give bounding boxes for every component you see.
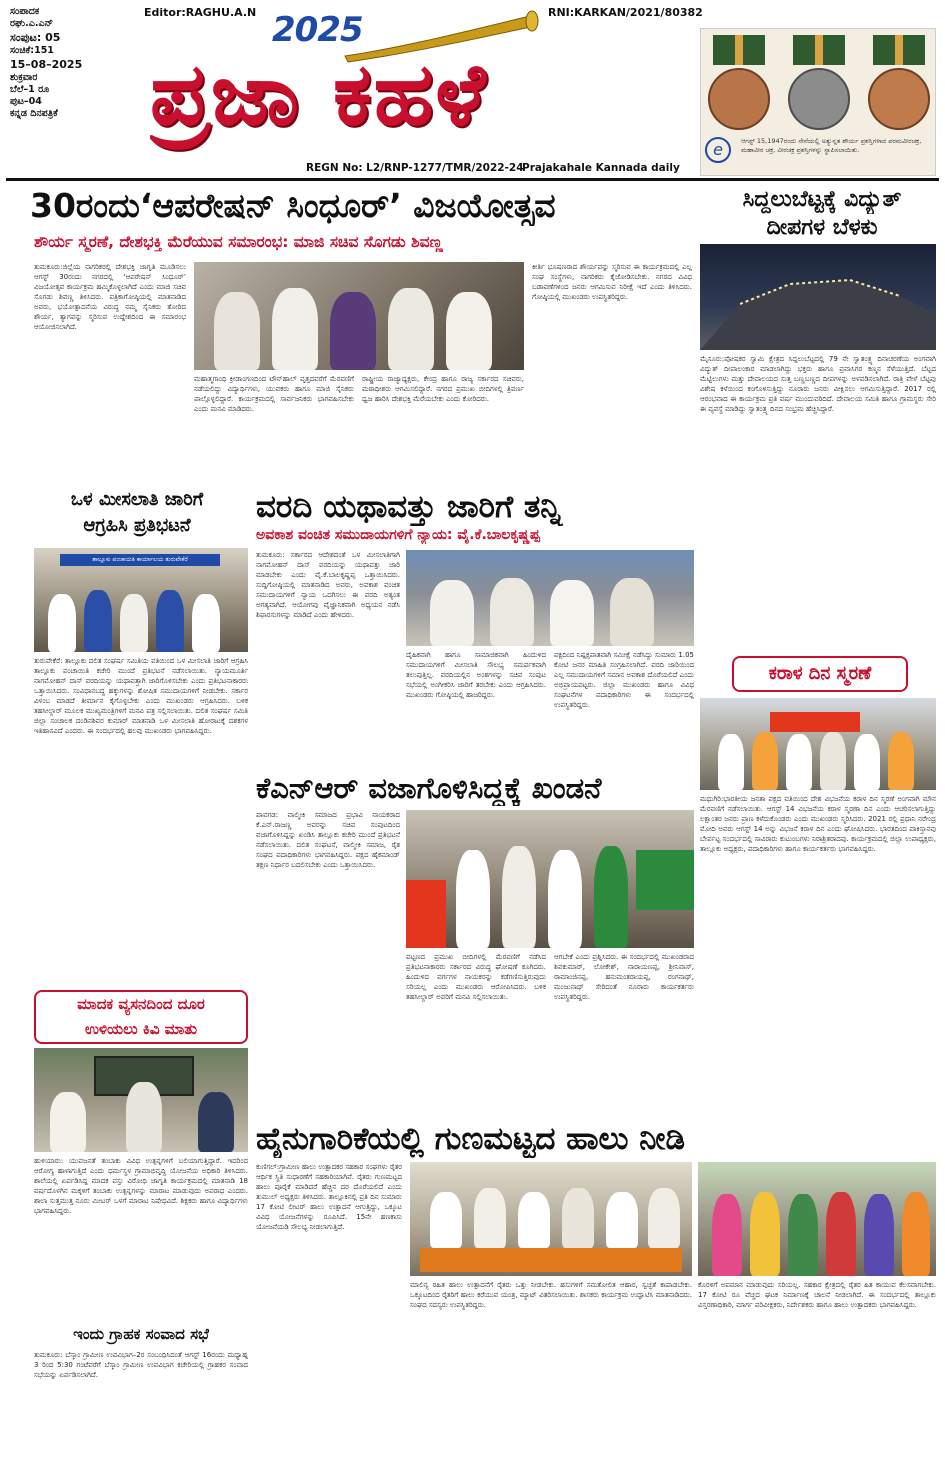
story6-protest-photo [406,810,694,948]
medals-image: e ಆಗಸ್ಟ್ 15,1947ರಂದು ಸೇನೆಯಲ್ಲಿ ಅತ್ಯುನ್ನತ ಶೌರ್ಯ ಪ್ರಶಸ್ತಿಗಳಾದ ಪರಮವೀರಚಕ್ರ, ಮಹಾವೀರ ಚಕ್ರ, ವೀರಚಕ್ರ ಪ್ರಶಸ್ತಿಗಳನ್ನು ಸ್ಥಾಪಿಸಲಾಯಿತು. [700,28,936,176]
story7-text: ಹುಳಿಯಾರು: ಯುವಜನತೆ ತಂಬಾಕು ವಿವಿಧ ಉತ್ಪನ್ನಗಳಿಗೆ ಬಲಿಯಾಗುತ್ತಿದ್ದಾರೆ. ಇದರಿಂದ ಆರೋಗ್ಯ ಹಾಳಾಗುತ್ತಿದೆ ಎಂದು ಧರ್ಮಸ್ಥಳ ಗ್ರಾಮಾಭಿವೃದ್ಧಿ ಯೋಜನೆಯ ಅಧಿಕಾರಿ ತಿಳಿಸಿದರು. ಶಾಲೆಯಲ್ಲಿ ಏರ್ಪಡಿಸಿದ್ದ ಮಾದಕ ವಸ್ತು ವಿರೋಧಿ ಜಾಗೃತಿ ಕಾರ್ಯಕ್ರಮದಲ್ಲಿ ಮಾತನಾಡಿ 18 ವರ್ಷದೊಳಗಿನ ಮಕ್ಕಳಿಗೆ ತಂಬಾಕು ಉತ್ಪನ್ನಗಳನ್ನು ಮಾರಾಟ ಮಾಡುವುದು ಅಪರಾಧ ಎಂದರು. ಶಾಲಾ ಸುತ್ತಮುತ್ತ ನೂರು ಮೀಟರ್ ಒಳಗೆ ಮಾರಾಟ ನಿಷೇಧವಿದೆ. ಶಿಕ್ಷಕರು ಹಾಗೂ ವಿದ್ಯಾರ್ಥಿಗಳು ಭಾಗವಹಿಸಿದ್ದರು. [34,1157,248,1215]
story8-headline: ಇಂದು ಗ್ರಾಹಕ ಸಂವಾದ ಸಭೆ [73,1325,209,1343]
story5-text: ಮಧುಗಿರಿ:ಭಾರತೀಯ ಜನತಾ ಪಕ್ಷದ ವತಿಯಿಂದ ದೇಶ ವಿಭಜನೆಯ ಕರಾಳ ದಿನ ಸ್ಮರಣೆ ಅಂಗವಾಗಿ ಮೌನ ಮೆರವಣಿಗೆ ನಡೆಸಲಾಯಿತು. ಆಗಸ್ಟ್ 14 ವಿಭಜನೆಯ ಕರಾಳ ಸ್ಮರಣಾ ದಿನ ಎಂದು ಆಚರಿಸಲಾಗುತ್ತಿದ್ದು ಲಕ್ಷಾಂತರ ಜನರು ಪ್ರಾಣ ಕಳೆದುಕೊಂಡರು ಎಂದು ಮುಖಂಡರು ಸ್ಮರಿಸಿದರು. 2021 ರಲ್ಲಿ ಪ್ರಧಾನಿ ನರೇಂದ್ರ ಮೋದಿ ಅವರು ಆಗಸ್ಟ್ 14 ಅನ್ನು ವಿಭಜನೆ ಕರಾಳ ದಿನ ಎಂದು ಘೋಷಿಸಿದರು. ಭಾರತದಿಂದ ಪಾಕಿಸ್ತಾನವು ಬೇರ್ಪಟ್ಟ ಸಂದರ್ಭದಲ್ಲಿ ಸಾವಿರಾರು ಕುಟುಂಬಗಳು ನಿರಾಶ್ರಿತರಾದವು. ಕಾರ್ಯಕ್ರಮದಲ್ಲಿ ಜಿಲ್ಲಾ ಉಪಾಧ್ಯಕ್ಷರು, ತಾಲ್ಲೂಕು ಅಧ್ಯಕ್ಷರು, ಪದಾಧಿಕಾರಿಗಳು ಹಾಗೂ ಕಾರ್ಯಕರ್ತರು ಭಾಗವಹಿಸಿದ್ದರು. [700,795,936,853]
story9-column-1: ಕುಣಿಗಲ್:ಗ್ರಾಮೀಣ ಹಾಲು ಉತ್ಪಾದಕರ ಸಹಕಾರ ಸಂಘಗಳು ರೈತರ ಆರ್ಥಿಕ ಸ್ಥಿತಿ ಸುಧಾರಣೆಗೆ ಸಹಕಾರಿಯಾಗಿವೆ. ರೈತರು ಗುಣಮಟ್ಟದ ಹಾಲು ಪೂರೈಕೆ ಮಾಡಿದರೆ ಹೆಚ್ಚಿನ ದರ ದೊರೆಯಲಿದೆ ಎಂದು ತುಮುಲ್ ಅಧ್ಯಕ್ಷರು ತಿಳಿಸಿದರು. ತಾಲ್ಲೂಕಿನಲ್ಲಿ ಪ್ರತಿ ದಿನ ಸುಮಾರು 17 ಕೋಟಿ ಲೀಟರ್ ಹಾಲು ಉತ್ಪಾದನೆ ಆಗುತ್ತಿದ್ದು, ಒಕ್ಕೂಟ ವಿವಿಧ ಯೋಜನೆಗಳನ್ನು ರೂಪಿಸಿದೆ. 15ನೇ ಹಣಕಾಸು ಯೋಜನೆಯಡಿ ಸೌಲಭ್ಯ ನೀಡಲಾಗುತ್ತಿದೆ. [256,1163,402,1231]
info-day: ಶುಕ್ರವಾರ [10,72,38,83]
story9-women-photo [698,1162,936,1276]
story2-hill-photo [700,244,936,350]
story6-headline: ಕೆಎನ್‌ಆರ್ ವಜಾಗೊಳಿಸಿದ್ದಕ್ಕೆ ಖಂಡನೆ [256,771,602,805]
office-signboard: ತಾಲ್ಲೂಕು ಪಂಚಾಯತಿ ಕಾರ್ಯಾಲಯ ತುರುವೇಕೆರೆ [60,554,220,566]
medals-illustration-icon [701,29,937,139]
story3-headline-line-1: ಒಳ ಮೀಸಲಾತಿ ಜಾರಿಗೆ [70,489,204,510]
story4-headline: ವರದಿ ಯಥಾವತ್ತು ಜಾರಿಗೆ ತನ್ನಿ [256,489,562,525]
info-date: 15–08–2025 [10,58,83,71]
story7-headline [34,990,248,1044]
tagline: Prajakahale Kannada daily [522,162,680,174]
rni-number: RNI:KARKAN/2021/80382 [548,6,703,19]
story9-column-2: ಮಾಲಿನ್ಯ ರಹಿತ ಹಾಲು ಉತ್ಪಾದನೆಗೆ ರೈತರು ಒತ್ತು ನೀಡಬೇಕು. ಹಸುಗಳಿಗೆ ಸಮತೋಲಿತ ಆಹಾರ, ಸ್ವಚ್ಛತೆ ಕಾಪಾಡಬೇಕು. ಒಕ್ಕೂಟದಿಂದ ರೈತರಿಗೆ ಹಾಲು ಕರೆಯುವ ಯಂತ್ರ, ಮ್ಯಾಟ್ ವಿತರಿಸಲಾಯಿತು. ಶಾಸಕರು ಕಾರ್ಯಕ್ರಮ ಉದ್ಘಾಟಿಸಿ ಮಾತನಾಡಿದರು. ಸಂಘದ ಸದಸ್ಯರು ಉಪಸ್ಥಿತರಿದ್ದರು. [410,1281,692,1309]
story6-column-1: ಪಾವಗಡ: ವಾಲ್ಮೀಕಿ ಸಮಾಜದ ಪ್ರಭಾವಿ ನಾಯಕರಾದ ಕೆ.ಎನ್.ರಾಜಣ್ಣ ಅವರನ್ನು ಸಚಿವ ಸಂಪುಟದಿಂದ ವಜಾಗೊಳಿಸಿದ್ದನ್ನು ಖಂಡಿಸಿ ತಾಲ್ಲೂಕು ಕಚೇರಿ ಮುಂದೆ ಪ್ರತಿಭಟನೆ ನಡೆಸಲಾಯಿತು. ದಲಿತ ಸಂಘಟನೆ, ವಾಲ್ಮೀಕಿ ಸಮಾಜ, ರೈತ ಸಂಘದ ಪದಾಧಿಕಾರಿಗಳು ಭಾಗವಹಿಸಿದ್ದರು. ಪಕ್ಷದ ಹೈಕಮಾಂಡ್ ತಕ್ಷಣ ನಿರ್ಧಾರ ಬದಲಿಸಬೇಕು ಎಂದು ಒತ್ತಾಯಿಸಿದರು. [256,811,400,869]
story5-rally-photo [700,698,936,790]
story2-text: ಮೈಸೂರು:ಪೋಷಕರ ಸ್ವಾಮಿ ಕ್ಷೇತ್ರದ ಸಿದ್ದಲುಬೆಟ್ಟದಲ್ಲಿ 79 ನೇ ಸ್ವಾತಂತ್ರ್ಯ ದಿನಾಚರಣೆಯ ಅಂಗವಾಗಿ ವಿದ್ಯುತ್ ದೀಪಾಲಂಕಾರ ಮಾಡಲಾಗಿದ್ದು ಭಕ್ತರು ಹಾಗೂ ಪ್ರವಾಸಿಗರ ಕಣ್ಮನ ಸೆಳೆಯುತ್ತಿದೆ. ಬೆಟ್ಟದ ಮೆಟ್ಟಿಲುಗಳು ಮತ್ತು ದೇವಾಲಯದ ಸುತ್ತ ಬಣ್ಣಬಣ್ಣದ ದೀಪಗಳನ್ನು ಅಳವಡಿಸಲಾಗಿದೆ. ರಾತ್ರಿ ವೇಳೆ ಬೆಟ್ಟವು ವಿಶೇಷ ಕಳೆಯಿಂದ ಕಂಗೊಳಿಸುತ್ತಿದ್ದು ನೂರಾರು ಜನರು ವೀಕ್ಷಿಸಲು ಆಗಮಿಸುತ್ತಿದ್ದಾರೆ. 2017 ರಲ್ಲಿ ಆರಂಭವಾದ ಈ ಕಾರ್ಯಕ್ರಮ ಪ್ರತಿ ವರ್ಷ ಮುಂದುವರಿದಿದೆ. ದೇವಾಲಯ ಸಮಿತಿ ಹಾಗೂ ಗ್ರಾಮಸ್ಥರು ಸೇರಿ ಈ ವ್ಯವಸ್ಥೆ ಮಾಡಿದ್ದು ಸ್ವಾತಂತ್ರ್ಯ ದಿನದ ಸಂಭ್ರಮ ಹೆಚ್ಚಿಸಿದ್ದಾರೆ. [700,355,936,413]
story3-headline-line-2: ಆಗ್ರಹಿಸಿ ಪ್ರತಿಭಟನೆ [83,515,191,536]
story9-event-photo [410,1162,692,1276]
story9-headline: ಹೈನುಗಾರಿಕೆಯಲ್ಲಿ ಗುಣಮಟ್ಟದ ಹಾಲು ನೀಡಿ [256,1121,685,1157]
story1-subhead: ಶೌರ್ಯ ಸ್ಮರಣೆ, ದೇಶಭಕ್ತಿ ಮೆರೆಯುವ ಸಮಾರಂಭ: ಮಾಜಿ ಸಚಿವ ಸೊಗಡು ಶಿವಣ್ಣ [34,233,443,251]
story1-photo [194,262,524,370]
story2-headline-line-2: ದೀಪಗಳ ಬೆಳಕು [766,215,878,240]
illuminated-hill-icon [700,244,936,350]
story3-text: ತುರುವೇಕೆರೆ: ತಾಲ್ಲೂಕು ದಲಿತ ಸಂಘರ್ಷ ಸಮಿತಿಯ ವತಿಯಿಂದ ಒಳ ಮೀಸಲಾತಿ ಜಾರಿಗೆ ಆಗ್ರಹಿಸಿ ತಾಲ್ಲೂಕು ಪಂಚಾಯಿತಿ ಕಚೇರಿ ಮುಂದೆ ಪ್ರತಿಭಟನೆ ನಡೆಸಲಾಯಿತು. ನ್ಯಾಯಮೂರ್ತಿ ನಾಗಮೋಹನ್ ದಾಸ್ ವರದಿಯನ್ನು ಯಥಾವತ್ತಾಗಿ ಜಾರಿಗೊಳಿಸಬೇಕು ಎಂದು ಪ್ರತಿಭಟನಾಕಾರರು ಒತ್ತಾಯಿಸಿದರು. ಸಂವಿಧಾನಬದ್ಧ ಹಕ್ಕುಗಳನ್ನು ಶೋಷಿತ ಸಮುದಾಯಗಳಿಗೆ ನೀಡಬೇಕು. ಸರ್ಕಾರ ವಿಳಂಬ ಮಾಡದೆ ತೀರ್ಮಾನ ಕೈಗೊಳ್ಳಬೇಕು ಎಂದು ಮುಖಂಡರು ಆಗ್ರಹಿಸಿದರು. ಬಳಿಕ ತಹಸೀಲ್ದಾರ್ ಮೂಲಕ ಮುಖ್ಯಮಂತ್ರಿಗಳಿಗೆ ಮನವಿ ಪತ್ರ ಸಲ್ಲಿಸಲಾಯಿತು. ದಲಿತ ಸಂಘರ್ಷ ಸಮಿತಿ ಜಿಲ್ಲಾ ಸಂಚಾಲಕ ದಂಡಿನಶಿವರ ಕುಮಾರ್ ಮಾತನಾಡಿ ಒಳ ಮೀಸಲಾತಿ ಹೋರಾಟಕ್ಕೆ ದಶಕಗಳ ಇತಿಹಾಸವಿದೆ ಎಂದರು. ಈ ಸಂದರ್ಭದಲ್ಲಿ ಹಲವು ಮುಖಂಡರು ಭಾಗವಹಿಸಿದ್ದರು. [34,657,248,735]
info-volume: ಸಂಪುಟ: 05 [10,31,61,44]
story1-column-2: ಮಹಾತ್ಮಗಾಂಧಿ ಕ್ರೀಡಾಂಗಣದಿಂದ ಟೌನ್‌ಹಾಲ್ ವೃತ್ತದವರೆಗೆ ಮೆರವಣಿಗೆ ನಡೆಯಲಿದ್ದು ವಿದ್ಯಾರ್ಥಿಗಳು, ಯುವಕರು ಹಾಗೂ ಮಾಜಿ ಸೈನಿಕರು ಪಾಲ್ಗೊಳ್ಳಲಿದ್ದಾರೆ. ಕಾರ್ಯಕ್ರಮದಲ್ಲಿ ಸಾರ್ವಜನಿಕರು ಭಾಗವಹಿಸಬೇಕು ಎಂದು ಮನವಿ ಮಾಡಿದರು. [194,375,354,413]
story7-headline-line-1: ಮಾದಕ ವ್ಯಸನದಿಂದ ದೂರ [77,995,205,1013]
story7-awareness-photo [34,1048,248,1152]
story3-protest-photo [34,548,248,652]
story4-column-1: ತುಮಕೂರು: ಸರ್ಕಾರದ ಆದೇಶದಂತೆ ಒಳ ಮೀಸಲಾತಿಗಾಗಿ ನಾಗಮೋಹನ್ ದಾಸ್ ವರದಿಯನ್ನು ಯಥಾವತ್ತು ಜಾರಿ ಮಾಡಬೇಕು ಎಂದು ವೈ.ಕೆ.ಬಾಲಕೃಷ್ಣಪ್ಪ ಒತ್ತಾಯಿಸಿದರು. ಸುದ್ದಿಗೋಷ್ಠಿಯಲ್ಲಿ ಮಾತನಾಡಿದ ಅವರು, ಅವಕಾಶ ವಂಚಿತ ಸಮುದಾಯಗಳಿಗೆ ನ್ಯಾಯ ಒದಗಿಸಲು ಈ ವರದಿ ಅತ್ಯಂತ ಅಗತ್ಯವಾಗಿದೆ. ಆಯೋಗವು ವೈಜ್ಞಾನಿಕವಾಗಿ ಅಧ್ಯಯನ ನಡೆಸಿ ಶಿಫಾರಸುಗಳನ್ನು ಮಾಡಿದೆ ಎಂದು ಹೇಳಿದರು. [256,551,400,619]
story7-headline-line-2: ಉಳಿಯಲು ಕಿವಿ ಮಾತು [84,1020,198,1038]
story6-column-2: ಪಟ್ಟಣದ ಪ್ರಮುಖ ಬೀದಿಗಳಲ್ಲಿ ಮೆರವಣಿಗೆ ನಡೆಸಿದ ಪ್ರತಿಭಟನಾಕಾರರು ಸರ್ಕಾರದ ವಿರುದ್ಧ ಘೋಷಣೆ ಕೂಗಿದರು. ಹಿಂದುಳಿದ ವರ್ಗಗಳ ನಾಯಕರನ್ನು ಕಡೆಗಣಿಸುತ್ತಿರುವುದು ಸರಿಯಲ್ಲ ಎಂದು ಮುಖಂಡರು ಆರೋಪಿಸಿದರು. ಬಳಿಕ ತಹಸೀಲ್ದಾರ್ ಅವರಿಗೆ ಮನವಿ ಸಲ್ಲಿಸಲಾಯಿತು. [406,953,546,1001]
story8-text: ತುಮಕೂರು: ಬೆಸ್ಕಾಂ ಗ್ರಾಮೀಣ ಉಪವಿಭಾಗ–2ರ ಸಂಬಂಧಿಸಿದಂತೆ ಆಗಸ್ಟ್ 16ರಂದು ಮಧ್ಯಾಹ್ನ 3 ರಿಂದ 5:30 ಗಂಟೆವರೆಗೆ ಬೆಸ್ಕಾಂ ಗ್ರಾಮೀಣ ಉಪವಿಭಾಗ ಕಚೇರಿಯಲ್ಲಿ ಗ್ರಾಹಕರ ಸಂವಾದ ಸಭೆಯನ್ನು ಏರ್ಪಡಿಸಲಾಗಿದೆ. [34,1351,248,1379]
year-badge: 2025 [272,10,363,50]
story4-column-2: ದೈಹಿಕವಾಗಿ ಹಾಗೂ ಸಾಮಾಜಿಕವಾಗಿ ಹಿಂದುಳಿದ ಸಮುದಾಯಗಳಿಗೆ ಮೀಸಲಾತಿ ಸೌಲಭ್ಯ ಸಮರ್ಪಕವಾಗಿ ತಲುಪುತ್ತಿಲ್ಲ. ವರದಿಯಲ್ಲಿನ ಅಂಶಗಳನ್ನು ಸಚಿವ ಸಂಪುಟ ಸಭೆಯಲ್ಲಿ ಅಂಗೀಕರಿಸಿ ಜಾರಿಗೆ ತರಬೇಕು ಎಂದು ಆಗ್ರಹಿಸಿದರು. ಮುಖಂಡರು ಗೋಷ್ಠಿಯಲ್ಲಿ ಹಾಜರಿದ್ದರು. [406,651,546,699]
story1-column-1: ತುಮಕೂರು:ಜಿಲ್ಲೆಯ ನಾಗರಿಕರಲ್ಲಿ ದೇಶಭಕ್ತಿ ಜಾಗೃತಿ ಮೂಡಿಸಲು ಆಗಸ್ಟ್ 30ರಂದು ನಗರದಲ್ಲಿ ‘ಆಪರೇಷನ್ ಸಿಂಧೂರ್’ ವಿಜಯೋತ್ಸವ ಕಾರ್ಯಕ್ರಮ ಹಮ್ಮಿಕೊಳ್ಳಲಾಗಿದೆ ಎಂದು ಮಾಜಿ ಸಚಿವ ಸೊಗಡು ಶಿವಣ್ಣ ತಿಳಿಸಿದರು. ಪತ್ರಿಕಾಗೋಷ್ಠಿಯಲ್ಲಿ ಮಾತನಾಡಿದ ಅವರು, ಭಯೋತ್ಪಾದನೆಯ ವಿರುದ್ಧ ನಮ್ಮ ಸೈನಿಕರು ತೋರಿದ ಶೌರ್ಯ, ತ್ಯಾಗವನ್ನು ಸ್ಮರಿಸುವ ಉದ್ದೇಶದಿಂದ ಈ ಸಮಾರಂಭ ಆಯೋಜಿಸಲಾಗಿದೆ. [34,263,186,331]
info-editor-name: ರಘು.ಎ.ಎನ್ [10,18,53,29]
story9-column-3: ಕೊರಳಿಗೆ ಅಪಮಾನ ಮಾಡುವುದು ಸರಿಯಲ್ಲ. ಸಹಕಾರ ಕ್ಷೇತ್ರದಲ್ಲಿ ರೈತರ ಹಿತ ಕಾಯುವ ಕೆಲಸವಾಗಬೇಕು. 17 ಕೋಟಿ ರೂ ವೆಚ್ಚದ ಘಟಕ ನಿರ್ಮಾಣಕ್ಕೆ ಚಾಲನೆ ನೀಡಲಾಗಿದೆ. ಈ ಸಂದರ್ಭದಲ್ಲಿ ತಾಲ್ಲೂಕು ವಿಸ್ತರಣಾಧಿಕಾರಿ, ಮಾರ್ಗ ಪರಿವೀಕ್ಷಕರು, ನಿರ್ದೇಶಕರು ಹಾಗೂ ಹಾಲು ಉತ್ಪಾದಕರು ಭಾಗವಹಿಸಿದ್ದರು. [698,1281,936,1309]
story5-headline: ಕರಾಳ ದಿನ ಸ್ಮರಣೆ [732,656,908,692]
info-daily: ಕನ್ನಡ ದಿನಪತ್ರಿಕೆ [10,108,58,119]
regn-number: REGN No: L2/RNP-1277/TMR/2022-24 [306,162,524,174]
newspaper-title: ಪ್ರಜಾ ಕಹಳೆ [150,45,488,145]
editor-line: Editor:RAGHU.A.N [144,6,257,19]
story1-headline: 30ರಂದು‘ಆಪರೇಷನ್ ಸಿಂಧೂರ್’ ವಿಜಯೋತ್ಸವ [30,186,556,225]
info-price: ಬೆಲೆ–1 ರೂ [10,84,50,95]
masthead-info-column [10,6,130,120]
info-issue: ಸಂಚಿಕೆ:151 [10,45,54,56]
story2-headline-line-1: ಸಿದ್ದಲುಬೆಟ್ಟಕ್ಕೆ ವಿದ್ಯುತ್ [742,187,902,212]
medal-caption: ಆಗಸ್ಟ್ 15,1947ರಂದು ಸೇನೆಯಲ್ಲಿ ಅತ್ಯುನ್ನತ ಶೌರ್ಯ ಪ್ರಶಸ್ತಿಗಳಾದ ಪರಮವೀರಚಕ್ರ, ಮಹಾವೀರ ಚಕ್ರ, ವೀರಚಕ್ರ ಪ್ರಶಸ್ತಿಗಳನ್ನು ಸ್ಥಾಪಿಸಲಾಯಿತು. [741,137,922,154]
story1-column-4: ಕೀರ್ತಿ ಭೂಷಣರಾದ ಶೌರ್ಯವನ್ನು ಸ್ಮರಿಸುವ ಈ ಕಾರ್ಯಕ್ರಮದಲ್ಲಿ ಎಲ್ಲ ಸಂಘ ಸಂಸ್ಥೆಗಳು, ನಾಗರಿಕರು ಕೈಜೋಡಿಸಬೇಕು. ನಗರದ ವಿವಿಧ ಬಡಾವಣೆಗಳಿಂದ ಜನರು ಆಗಮಿಸುವ ನಿರೀಕ್ಷೆ ಇದೆ ಎಂದು ತಿಳಿಸಿದರು. ಗೋಷ್ಠಿಯಲ್ಲಿ ಮುಖಂಡರು ಉಪಸ್ಥಿತರಿದ್ದರು. [532,263,692,301]
story4-press-meet-photo [406,550,694,646]
story3-headline [22,487,252,545]
info-editor-label: ಸಂಪಾದಕ [10,6,40,17]
story6-column-3: ಆಗಬೇಕೆ ಎಂದು ಪ್ರಶ್ನಿಸಿದರು. ಈ ಸಂದರ್ಭದಲ್ಲಿ ಮುಖಂಡರಾದ ಶಿವಕುಮಾರ್, ಲೋಕೇಶ್, ನಾರಾಯಣಪ್ಪ, ಶ್ರೀನಿವಾಸ್, ರಾಮಾಂಜಿನಪ್ಪ, ಹನುಮಂತರಾಯಪ್ಪ, ರಂಗನಾಥ್, ಮಂಜುನಾಥ್ ಸೇರಿದಂತೆ ನೂರಾರು ಕಾರ್ಯಕರ್ತರು ಉಪಸ್ಥಿತರಿದ್ದರು. [554,953,694,1001]
info-pages: ಪುಟ–04 [10,96,42,107]
story4-subhead: ಅವಕಾಶ ವಂಚಿತ ಸಮುದಾಯಗಳಿಗೆ ನ್ಯಾಯ: ವೈ.ಕೆ.ಬಾಲಕೃಷ್ಣಪ್ಪ [256,527,540,543]
story4-column-3: ಪಕ್ಷದಿಂದ ನಿಷ್ಪಕ್ಷಪಾತವಾಗಿ ಸಮೀಕ್ಷೆ ನಡೆಸಿದ್ದು ಸುಮಾರು 1.05 ಕೋಟಿ ಜನರ ಮಾಹಿತಿ ಸಂಗ್ರಹಿಸಲಾಗಿದೆ. ವರದಿ ಜಾರಿಯಿಂದ ಎಲ್ಲ ಸಮುದಾಯಗಳಿಗೆ ಸಮಾನ ಅವಕಾಶ ದೊರೆಯಲಿದೆ ಎಂದು ಅಭಿಪ್ರಾಯಪಟ್ಟರು. ಜಿಲ್ಲಾ ಮುಖಂಡರು ಹಾಗೂ ವಿವಿಧ ಸಂಘಟನೆಗಳ ಪದಾಧಿಕಾರಿಗಳು ಈ ಸಂದರ್ಭದಲ್ಲಿ ಉಪಸ್ಥಿತರಿದ್ದರು. [554,651,694,709]
story1-column-3: ರಾಷ್ಟ್ರೀಯ ರಾಜ್ಯಾಧ್ಯಕ್ಷರು, ಕೇಂದ್ರ ಹಾಗೂ ರಾಜ್ಯ ಸರ್ಕಾರದ ಸಚಿವರು, ಮಠಾಧೀಶರು ಆಗಮಿಸಲಿದ್ದಾರೆ. ನಗರದ ಪ್ರಮುಖ ಬೀದಿಗಳಲ್ಲಿ ತ್ರಿವರ್ಣ ಧ್ವಜ ಹಾರಿಸಿ ದೇಶಭಕ್ತಿ ಮೆರೆಯಬೇಕು ಎಂದು ಕೋರಿದರು. [362,375,524,403]
